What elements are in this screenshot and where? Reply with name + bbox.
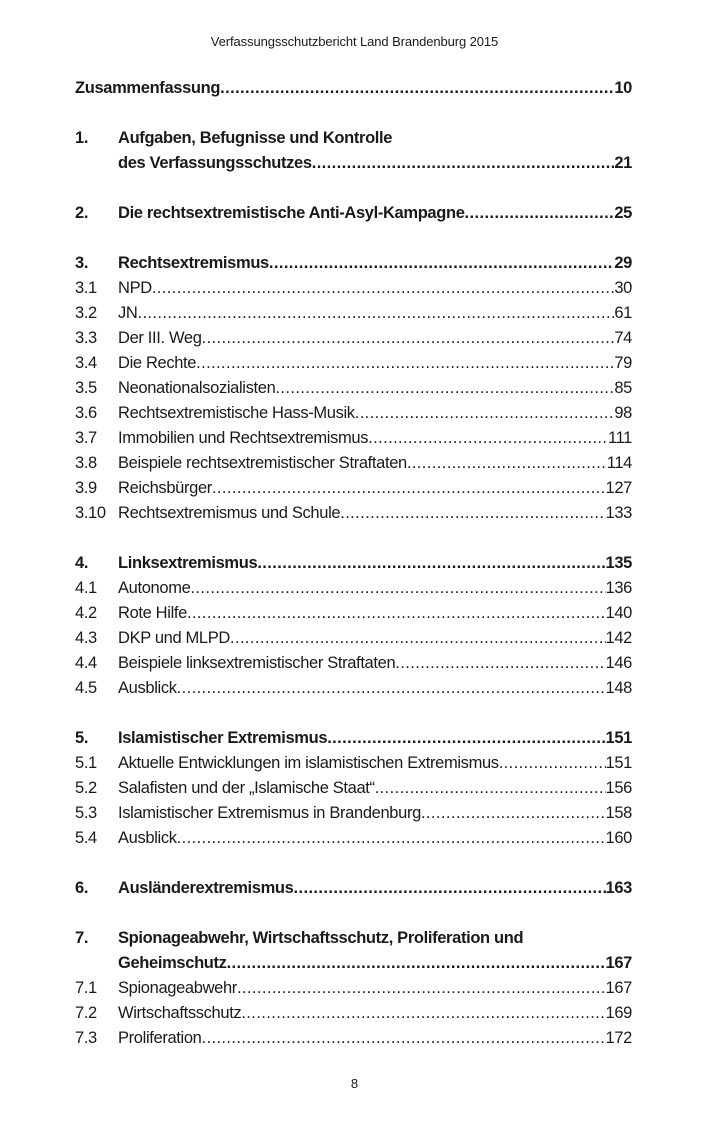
toc-entry-page: 146 <box>605 654 632 672</box>
toc-entry-page: 158 <box>605 804 632 822</box>
toc-entry-page: 30 <box>614 279 632 297</box>
toc-entry-title: Spionageabwehr, Wirtschaftsschutz, Proliferation und <box>118 929 524 947</box>
toc-entry-number: 4.5 <box>75 679 97 697</box>
toc-entry-number: 3.6 <box>75 404 97 422</box>
toc-entry-number: 5. <box>75 729 89 747</box>
toc-entry <box>75 126 632 151</box>
toc-entry-title: Rechtsextremistische Hass-Musik <box>118 404 355 422</box>
dot-leader <box>257 551 605 576</box>
toc-entry-page: 135 <box>605 554 632 572</box>
toc-entry-page: 74 <box>614 329 632 347</box>
toc-entry-number: 3.3 <box>75 329 97 347</box>
toc-entry <box>75 676 632 701</box>
toc-entry-number: 5.3 <box>75 804 97 822</box>
toc-entry <box>75 651 632 676</box>
toc-entry-title: Beispiele linksextremistischer Straftaten <box>118 654 396 672</box>
toc-entry-number: 1. <box>75 129 89 147</box>
toc-entry <box>75 801 632 826</box>
toc-entry-page: 98 <box>614 404 632 422</box>
dot-leader <box>196 351 614 376</box>
toc-entry-page: 167 <box>605 979 632 997</box>
toc-entry-title: Die rechtsextremistische Anti-Asyl-Kampagne <box>118 204 465 222</box>
toc-entry <box>75 826 632 851</box>
toc-entry-number: 3.9 <box>75 479 97 497</box>
toc-entry-title: Islamistischer Extremismus in Brandenburg <box>118 804 421 822</box>
dot-leader <box>241 1001 605 1026</box>
toc-entry <box>75 601 632 626</box>
toc-entry-page: 148 <box>605 679 632 697</box>
toc-entry-title: Reichsbürger <box>118 479 212 497</box>
toc-entry-title: Rechtsextremismus und Schule <box>118 504 341 522</box>
toc-entry-page: 25 <box>614 204 632 222</box>
toc-entry <box>75 626 632 651</box>
toc-entry-page: 79 <box>614 354 632 372</box>
toc-entry-page: 167 <box>605 954 632 972</box>
dot-leader <box>327 726 605 751</box>
toc-entry-title: Ausländerextremismus <box>118 879 294 897</box>
toc-entry-number: 3.4 <box>75 354 97 372</box>
dot-leader <box>294 876 606 901</box>
dot-leader <box>212 476 606 501</box>
toc-entry-page: 169 <box>605 1004 632 1022</box>
toc-entry <box>75 276 632 301</box>
dot-leader <box>407 451 607 476</box>
dot-leader <box>368 426 608 451</box>
toc-entry-number: 4.1 <box>75 579 97 597</box>
toc-entry-page: 172 <box>605 1029 632 1047</box>
toc-entry <box>75 251 632 276</box>
dot-leader <box>355 401 615 426</box>
dot-leader <box>177 826 606 851</box>
toc-entry-title: Ausblick <box>118 829 177 847</box>
dot-leader <box>465 201 615 226</box>
toc-entry-title: Die Rechte <box>118 354 197 372</box>
toc-entry <box>75 726 632 751</box>
toc-entry <box>75 551 632 576</box>
toc-entry <box>75 876 632 901</box>
table-of-contents <box>75 76 632 1051</box>
dot-leader <box>230 626 606 651</box>
toc-entry <box>75 451 632 476</box>
toc-entry <box>75 926 632 951</box>
toc-entry-number: 3.8 <box>75 454 97 472</box>
toc-entry-number: 3.7 <box>75 429 97 447</box>
toc-entry-number: 4.3 <box>75 629 97 647</box>
toc-entry <box>75 751 632 776</box>
dot-leader <box>202 326 615 351</box>
toc-entry-title: Neonationalsozialisten <box>118 379 276 397</box>
toc-entry-page: 21 <box>614 154 632 172</box>
toc-entry-page: 29 <box>614 254 632 272</box>
toc-entry <box>75 976 632 1001</box>
toc-entry-page: 127 <box>605 479 632 497</box>
toc-entry <box>75 401 632 426</box>
toc-entry-title: Salafisten und der „Islamische Staat“ <box>118 779 375 797</box>
toc-entry-title: Wirtschaftsschutz <box>118 1004 242 1022</box>
dot-leader <box>190 576 605 601</box>
dot-leader <box>312 151 615 176</box>
toc-entry-number: 3.10 <box>75 504 106 522</box>
dot-leader <box>395 651 605 676</box>
toc-entry-title: Immobilien und Rechtsextremismus <box>118 429 369 447</box>
toc-entry-title: Spionageabwehr <box>118 979 237 997</box>
toc-entry-title: Aufgaben, Befugnisse und Kontrolle <box>118 129 393 147</box>
toc-entry-number: 6. <box>75 879 89 897</box>
dot-leader <box>340 501 605 526</box>
toc-entry-title: Rote Hilfe <box>118 604 187 622</box>
toc-entry <box>75 501 632 526</box>
toc-entry-title: Beispiele rechtsextremistischer Straftaten <box>118 454 407 472</box>
toc-entry-page: 61 <box>614 304 632 322</box>
toc-entry-number: 4. <box>75 554 89 572</box>
toc-entry-title: JN <box>118 304 138 322</box>
toc-entry-page: 142 <box>605 629 632 647</box>
toc-entry-number: 5.2 <box>75 779 97 797</box>
toc-entry-number: 5.1 <box>75 754 97 772</box>
toc-entry <box>75 951 632 976</box>
dot-leader <box>177 676 606 701</box>
toc-entry-page: 156 <box>605 779 632 797</box>
toc-entry-page: 111 <box>607 429 632 447</box>
toc-entry-page: 163 <box>605 879 632 897</box>
toc-entry-number: 3.5 <box>75 379 97 397</box>
dot-leader <box>202 1026 606 1051</box>
toc-entry-number: 7.3 <box>75 1029 97 1047</box>
toc-entry-title: Der III. Weg <box>118 329 202 347</box>
toc-entry <box>75 376 632 401</box>
toc-entry-title: Linksextremismus <box>118 554 258 572</box>
toc-entry-page: 133 <box>605 504 632 522</box>
toc-entry-number: 4.2 <box>75 604 97 622</box>
toc-entry-page: 85 <box>614 379 632 397</box>
dot-leader <box>227 951 606 976</box>
dot-leader <box>269 251 614 276</box>
toc-entry-page: 140 <box>605 604 632 622</box>
toc-entry <box>75 301 632 326</box>
toc-entry-page: 10 <box>614 79 632 97</box>
dot-leader <box>220 76 614 101</box>
toc-entry-title: Geheimschutz <box>118 954 227 972</box>
toc-entry <box>75 326 632 351</box>
dot-leader <box>499 751 606 776</box>
toc-entry-title: Proliferation <box>118 1029 202 1047</box>
toc-entry <box>75 426 632 451</box>
dot-leader <box>421 801 606 826</box>
toc-entry-title: Autonome <box>118 579 191 597</box>
running-header: Verfassungsschutzbericht Land Brandenburg 2015 <box>210 34 499 49</box>
toc-entry-number: 5.4 <box>75 829 97 847</box>
dot-leader <box>275 376 614 401</box>
toc-entry <box>75 76 632 101</box>
dot-leader <box>137 301 614 326</box>
page-number: 8 <box>350 1076 359 1091</box>
toc-entry-title: DKP und MLPD <box>118 629 230 647</box>
toc-entry-number: 3.2 <box>75 304 97 322</box>
toc-entry-title: des Verfassungsschutzes <box>118 154 312 172</box>
toc-entry-title: Aktuelle Entwicklungen im islamistischen Extremismus <box>118 754 499 772</box>
toc-entry-number: 7.2 <box>75 1004 97 1022</box>
toc-entry <box>75 151 632 176</box>
toc-entry-title: Islamistischer Extremismus <box>118 729 328 747</box>
toc-entry <box>75 351 632 376</box>
toc-entry-title: NPD <box>118 279 152 297</box>
dot-leader <box>375 776 606 801</box>
dot-leader <box>187 601 606 626</box>
toc-entry-number: 7.1 <box>75 979 97 997</box>
toc-entry-number: 3. <box>75 254 89 272</box>
toc-entry <box>75 1001 632 1026</box>
toc-entry <box>75 776 632 801</box>
toc-entry-page: 151 <box>605 729 632 747</box>
toc-entry-number: 3.1 <box>75 279 97 297</box>
toc-entry-title: Rechtsextremismus <box>118 254 269 272</box>
toc-entry <box>75 576 632 601</box>
toc-entry-page: 136 <box>605 579 632 597</box>
toc-entry <box>75 476 632 501</box>
toc-entry-title: Ausblick <box>118 679 177 697</box>
toc-entry-number: 7. <box>75 929 89 947</box>
toc-entry-number: 2. <box>75 204 89 222</box>
toc-entry-page: 114 <box>606 454 632 472</box>
toc-entry-page: 151 <box>605 754 632 772</box>
toc-entry <box>75 201 632 226</box>
toc-entry <box>75 1026 632 1051</box>
toc-entry-page: 160 <box>605 829 632 847</box>
toc-entry-number: 4.4 <box>75 654 97 672</box>
dot-leader <box>152 276 615 301</box>
toc-entry-title: Zusammenfassung <box>75 79 221 97</box>
dot-leader <box>237 976 606 1001</box>
